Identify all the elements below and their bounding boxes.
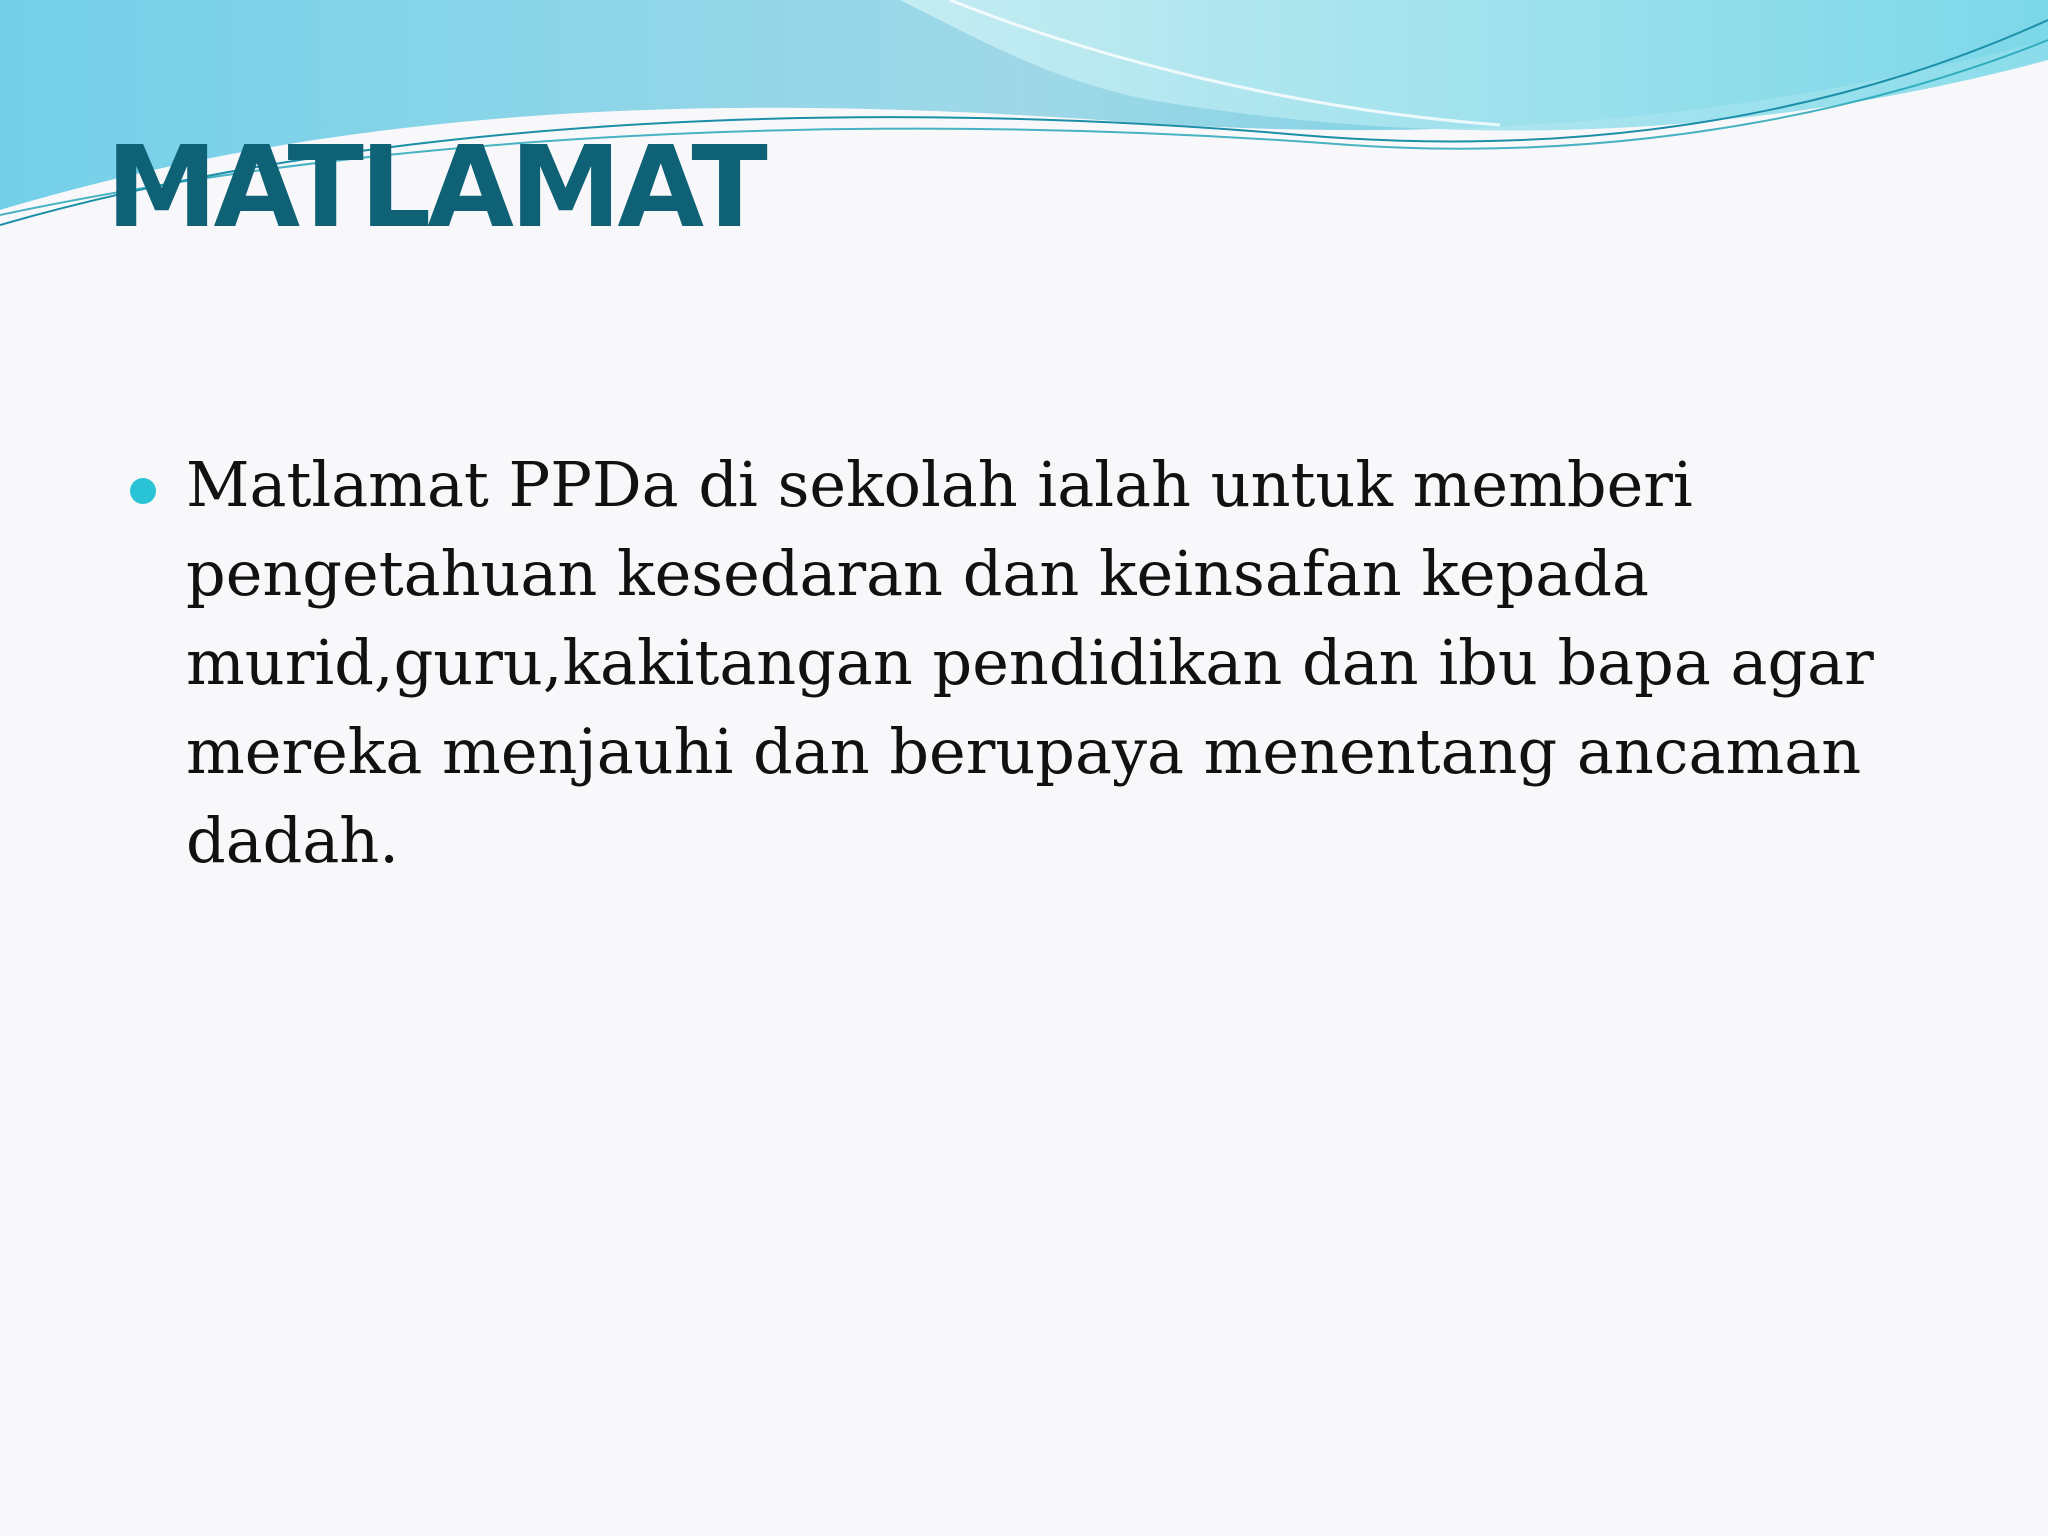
- bullet-icon: [130, 478, 156, 504]
- slide-title: MATLAMAT: [106, 123, 764, 253]
- list-item: [130, 440, 1930, 885]
- bullet-text: Matlamat PPDa di sekolah ialah untuk memberi pengetahuan kesedaran dan keinsafan kepada murid,guru,kakitangan pendidikan dan ibu bapa agar mereka menjauhi dan berupaya menentang ancaman dadah.: [186, 448, 1874, 877]
- bullet-list: [130, 440, 1930, 885]
